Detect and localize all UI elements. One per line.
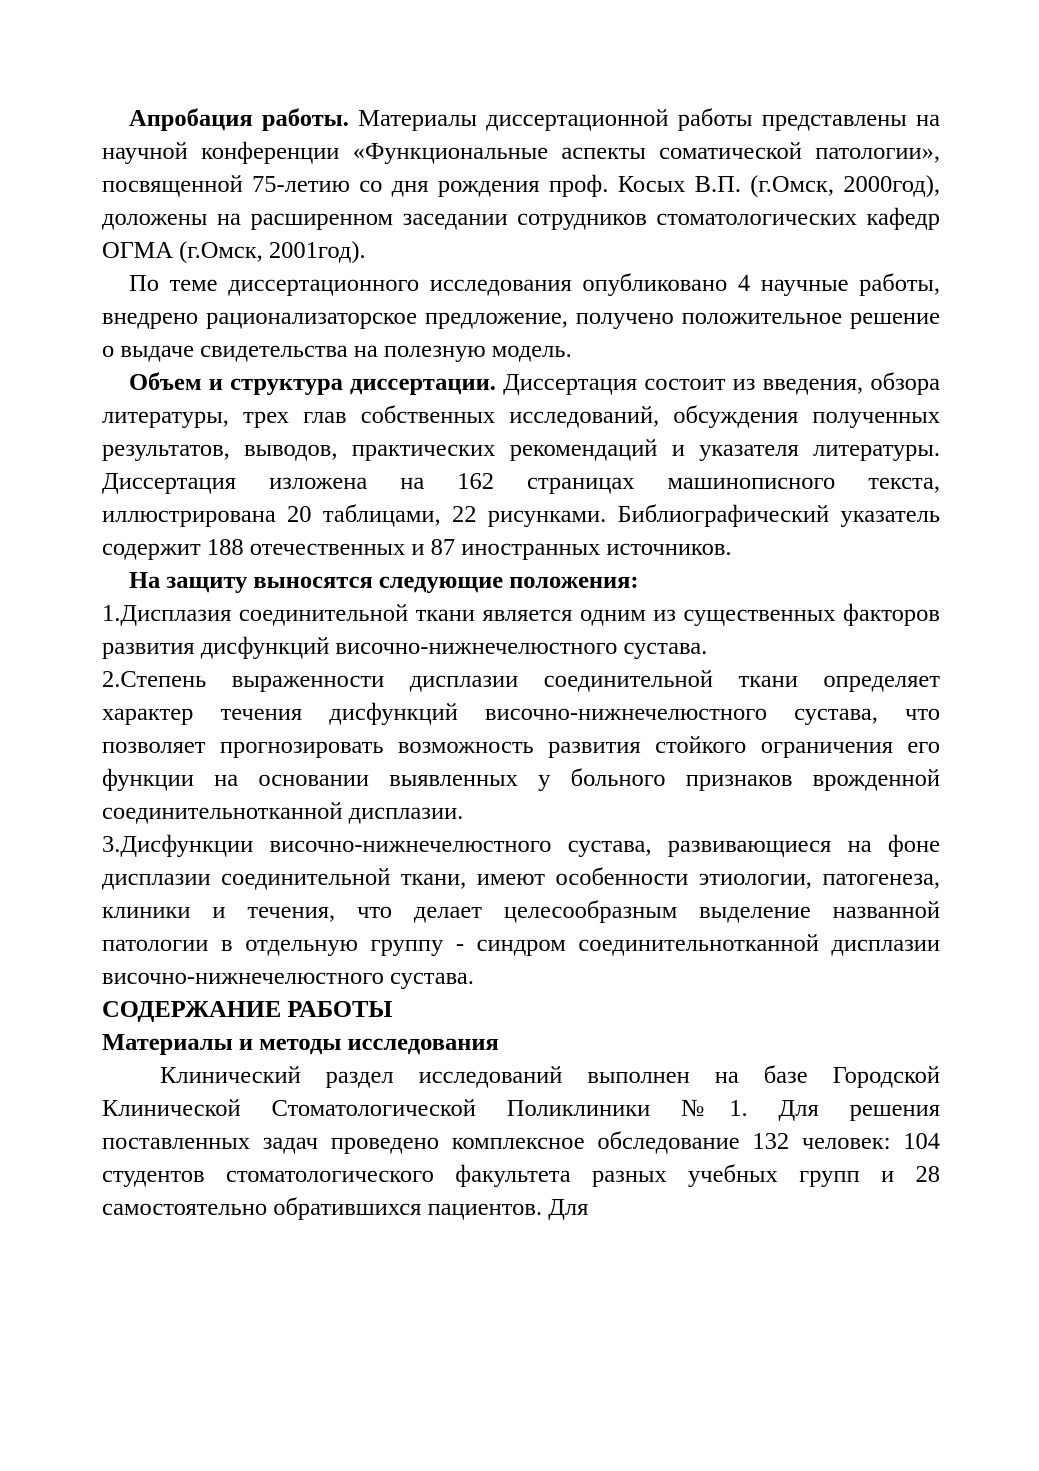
defense-item-2: 2.Степень выраженности дисплазии соединительной ткани определяет характер течения дисфункций височно-нижнечелюстного сустава, что позволяет прогнозировать возможность развития стойкого ограничения его функции на основании выявленных у больного признаков врожденной соединительнотканной дисплазии. (102, 666, 940, 825)
approbation-text: Материалы диссертационной работы представлены на научной конференции «Функциональные аспекты соматической патологии», посвященной 75-летию со дня рождения проф. Косых В.П. (г.Омск, 2000год), доложены на расширенном заседании сотрудников стоматологических кафедр ОГМА (г.Омск, 2001год). (102, 105, 940, 264)
defense-item-3: 3.Дисфункции височно-нижнечелюстного сустава, развивающиеся на фоне дисплазии соединительной ткани, имеют особенности этиологии, патогенеза, клиники и течения, что делает целесообразным выделение названной патологии в отдельную группу - синдром соединительнотканной дисплазии височно-нижнечелюстного сустава. (102, 831, 940, 990)
structure-paragraph (102, 366, 940, 564)
section-title: СОДЕРЖАНИЕ РАБОТЫ (102, 996, 393, 1023)
approbation-label: Апробация работы. (129, 105, 349, 132)
defense-heading: На защиту выносятся следующие положения: (129, 567, 639, 594)
methods-paragraph: Клинический раздел исследований выполнен на базе Городской Клинической Стоматологической Поликлиники №1. Для решения поставленных задач проведено комплексное обследование 132 человек: 104 студентов стоматологического факультета разных учебных групп и 28 самостоятельно обратившихся пациентов. Для (102, 1062, 940, 1221)
publications-paragraph: По теме диссертационного исследования опубликовано 4 научные работы, внедрено рационализаторское предложение, получено положительное решение о выдаче свидетельства на полезную модель. (102, 270, 940, 363)
document-page (102, 102, 940, 1224)
section-subtitle: Материалы и методы исследования (102, 1029, 499, 1056)
defense-item-1: 1.Дисплазия соединительной ткани является одним из существенных факторов развития дисфункций височно-нижнечелюстного сустава. (102, 600, 940, 660)
approbation-paragraph (102, 102, 940, 267)
structure-text: Диссертация состоит из введения, обзора литературы, трех глав собственных исследований, обсуждения полученных результатов, выводов, практических рекомендаций и указателя литературы. Диссертация изложена на 162 страницах машинописного текста, иллюстрирована 20 таблицами, 22 рисунками. Библиографический указатель содержит 188 отечественных и 87 иностранных источников. (102, 369, 940, 561)
structure-label: Объем и структура диссертации. (129, 369, 496, 396)
